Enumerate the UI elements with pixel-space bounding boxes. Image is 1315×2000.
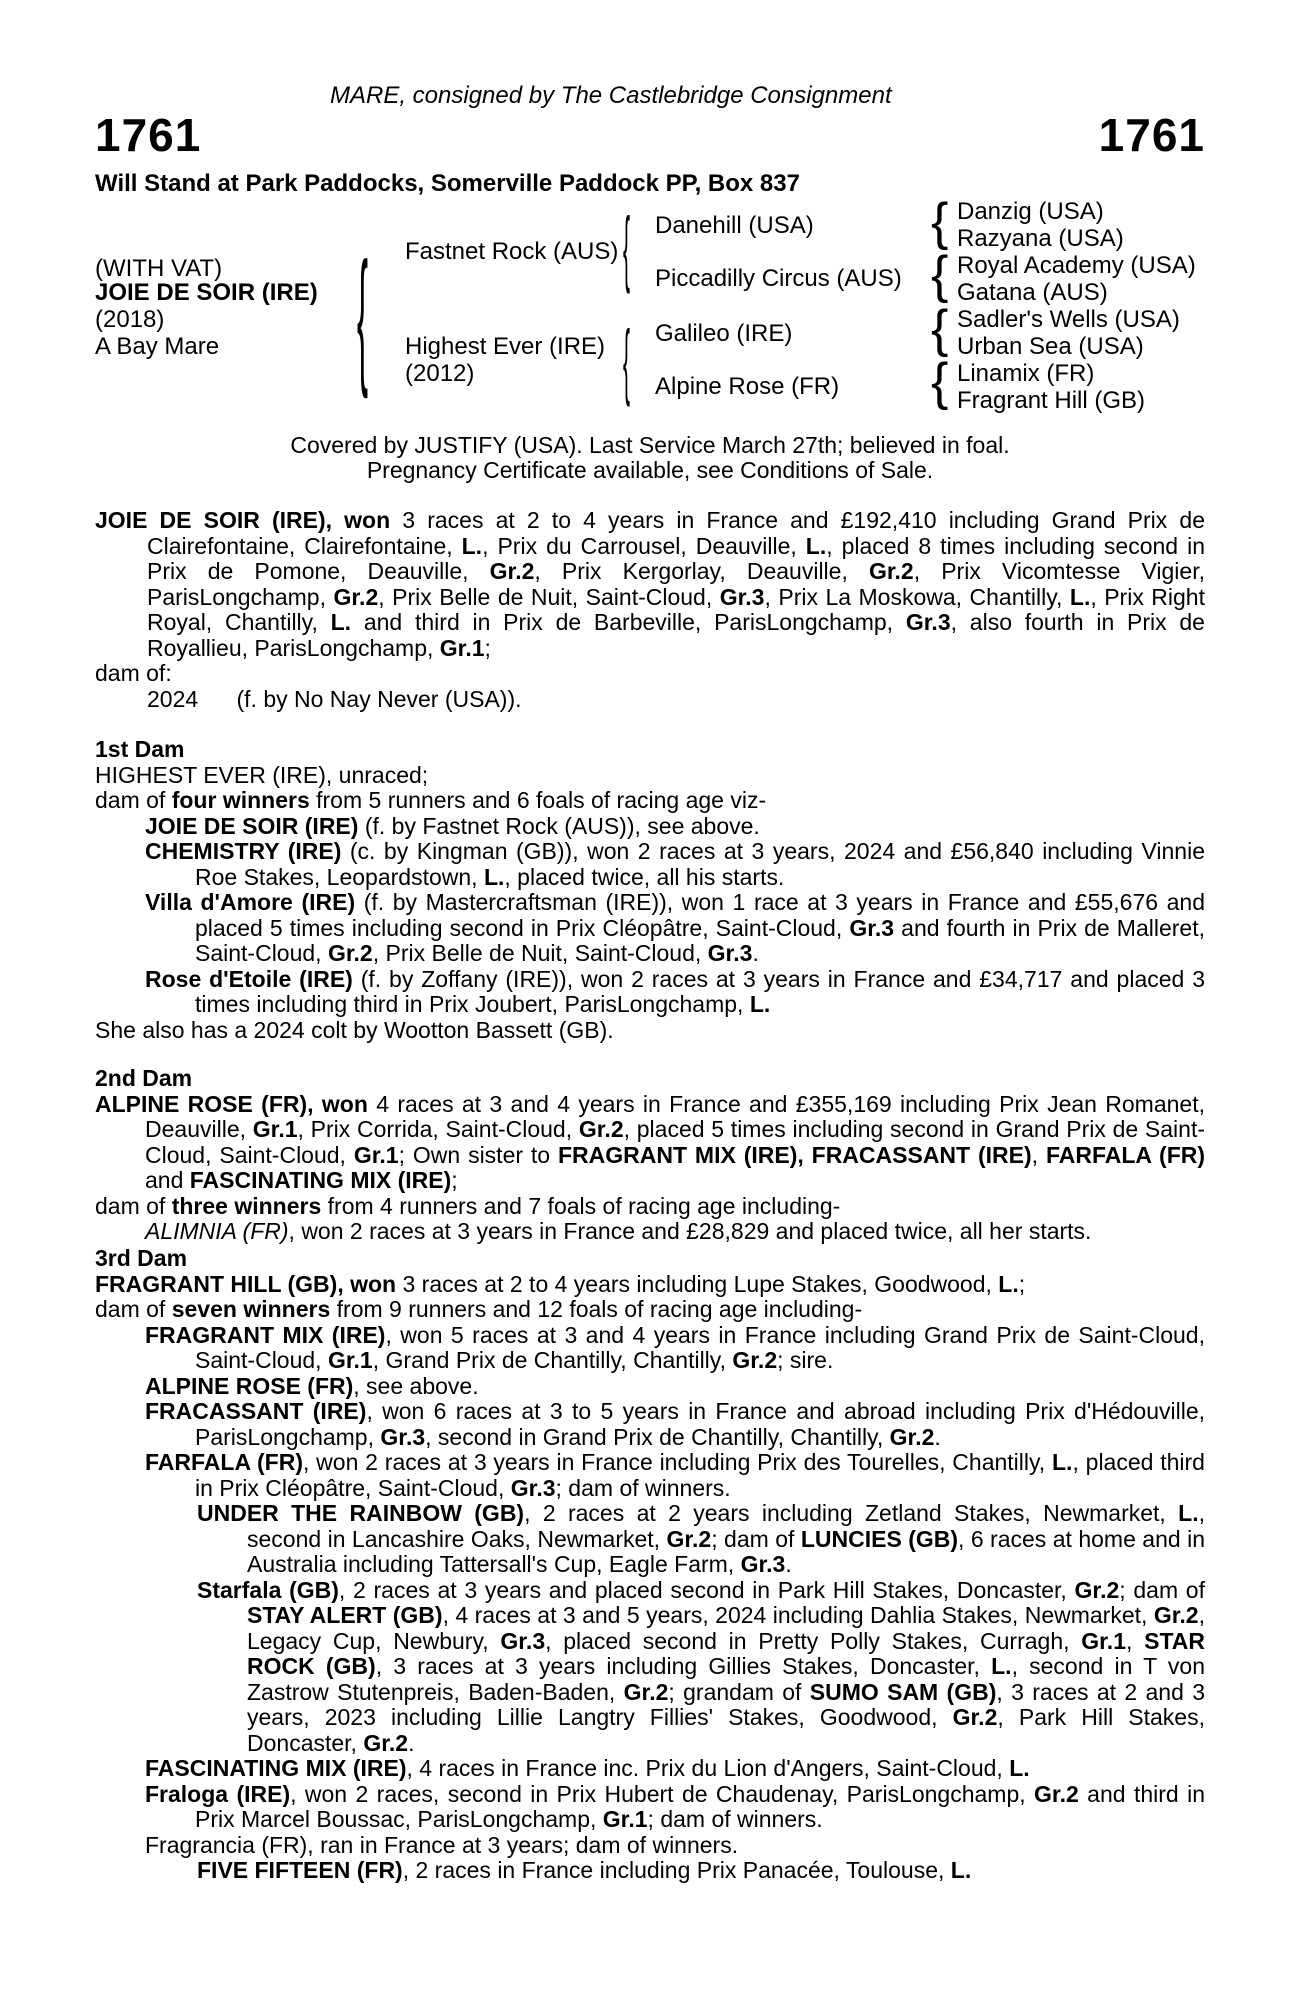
ss-dam: Razyana (USA) (957, 225, 1124, 252)
lot-number-right: 1761 (1098, 109, 1205, 161)
dd-sire: Linamix (FR) (957, 360, 1095, 387)
stand-location: Will Stand at Park Paddocks, Somerville Paddock PP, Box 837 (95, 170, 800, 197)
second-dam-heading: 2nd Dam (95, 1065, 193, 1091)
dam-sire: Galileo (IRE) (655, 320, 793, 347)
ds-dam: Urban Sea (USA) (957, 333, 1144, 360)
sire-sire: Danehill (USA) (655, 212, 814, 239)
horse-description: A Bay Mare (95, 333, 220, 360)
brace-main: { (357, 231, 369, 399)
brace-sire: { (623, 200, 631, 294)
sd-sire: Royal Academy (USA) (957, 252, 1196, 279)
lot-number-left: 1761 (95, 109, 202, 161)
brace-ds: { (931, 300, 949, 358)
sire-dam: Piccadilly Circus (AUS) (655, 265, 902, 292)
catalogue-page (95, 0, 1205, 2000)
ss-sire: Danzig (USA) (957, 198, 1104, 225)
brace-dd: { (931, 353, 949, 411)
dam-name: Highest Ever (IRE) (405, 333, 606, 360)
first-dam-section: 1st Dam HIGHEST EVER (IRE), unraced; dam of four winners from 5 runners and 6 foals of racing age viz- JOIE DE SOIR (IRE) (f. by Fastnet Rock (AUS)), see above. CHEMISTRY (IRE) (c. by Kingman (GB)), won 2 races at 3 years, 2024 and £56,840 including Vinnie Roe Stakes, Leopardstown, L., placed twice, all his starts. Villa d'Amore (IRE) (f. by Mastercraftsman (IRE)), won 1 race at 3 years in France and £55,676 and placed 5 times including second in Prix Cléopâtre, Saint-Cloud, Gr.3 and fourth in Prix de Malleret, Saint-Cloud, Gr.2, Prix Belle de Nuit, Saint-Cloud, Gr.3. Rose d'Etoile (IRE) (f. by Zoffany (IRE)), won 2 races at 3 years in France and £34,717 and placed 3 times including third in Prix Joubert, ParisLongchamp, L. She also has a 2024 colt by Wootton Bassett (GB). (95, 736, 1206, 1043)
first-dam-heading: 1st Dam (95, 736, 185, 762)
brace-ss: { (931, 193, 949, 251)
consignor-subtitle: MARE, consigned by The Castlebridge Consignment (330, 82, 892, 109)
horse-name: JOIE DE SOIR (IRE) (95, 279, 318, 306)
sd-dam: Gatana (AUS) (957, 279, 1108, 306)
third-dam-heading: 3rd Dam (95, 1245, 188, 1271)
brace-sd: { (931, 246, 949, 304)
pregnancy-note: Pregnancy Certificate available, see Conditions of Sale. (366, 457, 934, 483)
second-dam-section: 2nd Dam ALPINE ROSE (FR), won 4 races at 3 and 4 years in France and £355,169 including Prix Jean Romanet, Deauville, Gr.1, Prix Corrida, Saint-Cloud, Gr.2, placed 5 times including second in Grand Prix de Saint-Cloud, Saint-Cloud, Gr.1; Own sister to FRAGRANT MIX (IRE), FRACASSANT (IRE), FARFALA (FR) and FASCINATING MIX (IRE); dam of three winners from 4 runners and 7 foals of racing age including- ALIMNIA (FR), won 2 races at 3 years in France and £28,829 and placed twice, all her starts. (95, 1065, 1206, 1244)
dd-dam: Fragrant Hill (GB) (957, 387, 1146, 414)
third-dam-section: 3rd Dam FRAGRANT HILL (GB), won 3 races at 2 to 4 years including Lupe Stakes, Goodwood, L.; dam of seven winners from 9 runners and 12 foals of racing age including- FRAGRANT MIX (IRE), won 5 races at 3 and 4 years in France including Grand Prix de Saint-Cloud, Saint-Cloud, Gr.1, Grand Prix de Chantilly, Chantilly, Gr.2; sire. ALPINE ROSE (FR), see above. FRACASSANT (IRE), won 6 races at 3 to 5 years in France and abroad including Prix d'Hédouville, ParisLongchamp, Gr.3, second in Grand Prix de Chantilly, Chantilly, Gr.2. FARFALA (FR), won 2 races at 3 years in France including Prix des Tourelles, Chantilly, L., placed third in Prix Cléopâtre, Saint-Cloud, Gr.3; dam of winners. UNDER THE RAINBOW (GB), 2 races at 2 years including Zetland Stakes, Newmarket, L., second in Lancashire Oaks, Newmarket, Gr.2; dam of LUNCIES (GB), 6 races at home and in Australia including Tattersall's Cup, Eagle Farm, Gr.3. Starfala (GB), 2 races at 3 years and placed second in Park Hill Stakes, Doncaster, Gr.2; dam of STAY ALERT (GB), 4 races at 3 and 5 years, 2024 including Dahlia Stakes, Newmarket, Gr.2, Legacy Cup, Newbury, Gr.3, placed second in Pretty Polly Stakes, Curragh, Gr.1, STAR ROCK (GB), 3 races at 3 years including Gillies Stakes, Doncaster, L., second in T von Zastrow Stutenpreis, Baden-Baden, Gr.2; grandam of SUMO SAM (GB), 3 races at 2 and 3 years, 2023 including Lillie Langtry Fillies' Stakes, Goodwood, Gr.2, Park Hill Stakes, Doncaster, Gr.2. FASCINATING MIX (IRE), 4 races in France inc. Prix du Lion d'Angers, Saint-Cloud, L. Fraloga (IRE), won 2 races, second in Prix Hubert de Chaudenay, ParisLongchamp, Gr.2 and third in Prix Marcel Boussac, ParisLongchamp, Gr.1; dam of winners. Fragrancia (FR), ran in France at 3 years; dam of winners. FIVE FIFTEEN (FR), 2 races in France including Prix Panacée, Toulouse, L. (95, 1245, 1206, 1883)
dam-year: (2012) (405, 360, 475, 387)
vat-note: (WITH VAT) (95, 255, 223, 282)
dam-dam: Alpine Rose (FR) (655, 373, 840, 400)
horse-record: JOIE DE SOIR (IRE), won 3 races at 2 to 4 years in France and £192,410 including Grand Prix de Clairefontaine, Clairefontaine, L., Prix du Carrousel, Deauville, L., placed 8 times including second in Prix de Pomone, Deauville, Gr.2, Prix Kergorlay, Deauville, Gr.2, Prix Vicomtesse Vigier, ParisLongchamp, Gr.2, Prix Belle de Nuit, Saint-Cloud, Gr.3, Prix La Moskowa, Chantilly, L., Prix Right Royal, Chantilly, L. and third in Prix de Barbeville, ParisLongchamp, Gr.3, also fourth in Prix de Royallieu, ParisLongchamp, Gr.1; dam of: 2024 (f. by No Nay Never (USA)). (95, 507, 1205, 712)
horse-year: (2018) (95, 306, 165, 333)
sire-name: Fastnet Rock (AUS) (405, 238, 619, 265)
covering-note: Covered by JUSTIFY (USA). Last Service March 27th; believed in foal. (290, 432, 1010, 458)
ds-sire: Sadler's Wells (USA) (957, 306, 1180, 333)
brace-dam: { (623, 313, 631, 407)
